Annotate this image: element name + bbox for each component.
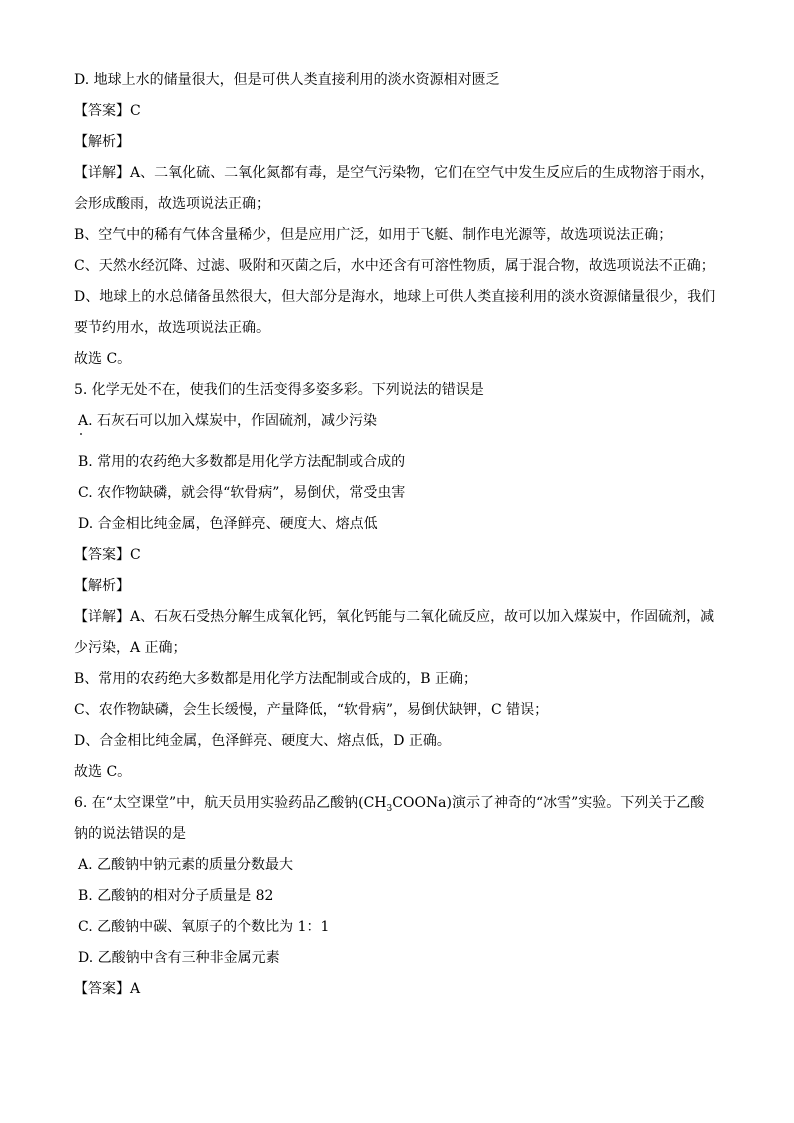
answer-label: 【答案】C xyxy=(74,547,141,563)
question-5-option-b: B. 常用的农药绝大多数都是用化学方法配制或合成的 xyxy=(78,454,406,470)
conclusion-line: 故选 C。 xyxy=(74,764,132,780)
conclusion-line: 故选 C。 xyxy=(74,351,132,367)
explanation-line: B、空气中的稀有气体含量稀少，但是应用广泛，如用于飞艇、制作电光源等，故选项说法正确； xyxy=(74,227,673,243)
question-5-option-d: D. 合金相比纯金属，色泽鲜亮、硬度大、熔点低 xyxy=(78,516,378,532)
explanation-line: 会形成酸雨，故选项说法正确； xyxy=(74,196,270,212)
explanation-line: B、常用的农药绝大多数都是用化学方法配制或合成的，B 正确； xyxy=(74,671,478,687)
question-6-stem xyxy=(74,793,704,813)
question-5-stem: 5. 化学无处不在，使我们的生活变得多姿多彩。下列说法的错误是 xyxy=(74,382,484,398)
answer-label: 【答案】A xyxy=(74,981,141,997)
explanation-line: C、天然水经沉降、过滤、吸附和灭菌之后，水中还含有可溶性物质，属于混合物，故选项说法不正确； xyxy=(74,258,715,274)
explanation-line: D、地球上的水总储备虽然很大，但大部分是海水，地球上可供人类直接利用的淡水资源储量很少，我们 xyxy=(74,289,716,305)
question-5-option-c: C. 农作物缺磷，就会得“软骨病”，易倒伏，常受虫害 xyxy=(78,485,406,501)
question-6-stem-line2: 钠的说法错误的是 xyxy=(74,826,186,842)
option-d-prev: D. 地球上水的储量很大，但是可供人类直接利用的淡水资源相对匮乏 xyxy=(74,72,500,88)
analysis-label: 【解析】 xyxy=(74,578,130,594)
analysis-label: 【解析】 xyxy=(74,134,130,150)
q6-stem-post: COONa)演示了神奇的“冰雪”实验。下列关于乙酸 xyxy=(392,795,705,811)
stray-mark xyxy=(80,433,82,435)
q6-subscript: 3 xyxy=(386,803,393,814)
question-6-option-d: D. 乙酸钠中含有三种非金属元素 xyxy=(78,950,280,966)
explanation-line: D、合金相比纯金属，色泽鲜亮、硬度大、熔点低，D 正确。 xyxy=(74,733,451,749)
explanation-line: 【详解】A、石灰石受热分解生成氧化钙，氧化钙能与二氧化硫反应，故可以加入煤炭中，作固硫剂，减 xyxy=(74,609,715,625)
question-5-option-a: A. 石灰石可以加入煤炭中，作固硫剂，减少污染 xyxy=(78,413,378,429)
explanation-line: C、农作物缺磷，会生长缓慢，产量降低，“软骨病”，易倒伏缺钾，C 错误； xyxy=(74,702,549,718)
question-6-option-b: B. 乙酸钠的相对分子质量是 82 xyxy=(78,888,274,904)
answer-label: 【答案】C xyxy=(74,103,141,119)
explanation-line: 少污染，A 正确； xyxy=(74,640,187,656)
q6-stem-pre: 6. 在“太空课堂”中，航天员用实验药品乙酸钠(CH xyxy=(74,795,387,811)
explanation-line: 要节约用水，故选项说法正确。 xyxy=(74,320,270,336)
question-6-option-a: A. 乙酸钠中钠元素的质量分数最大 xyxy=(78,857,294,873)
question-6-option-c: C. 乙酸钠中碳、氧原子的个数比为 1：1 xyxy=(78,919,330,935)
explanation-line: 【详解】A、二氧化硫、二氧化氮都有毒，是空气污染物，它们在空气中发生反应后的生成物溶于雨水， xyxy=(74,165,715,181)
